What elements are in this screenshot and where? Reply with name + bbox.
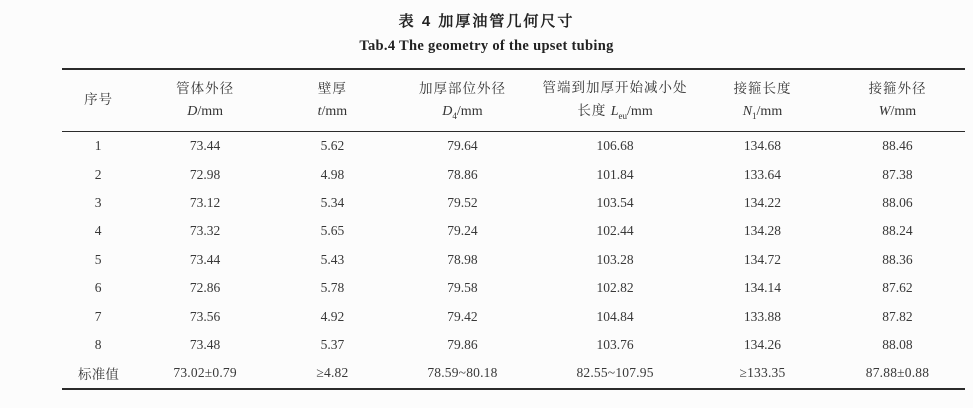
column-header-label: 管体外径: [176, 80, 235, 96]
table-cell: 72.98: [189, 166, 221, 182]
table-row: [62, 132, 965, 161]
table-cell: 78.59~80.18: [427, 365, 498, 381]
table-cell: 73.12: [189, 194, 221, 210]
table-cell: 134.26: [743, 336, 782, 352]
row-label-cell: 2: [94, 166, 103, 182]
table-title-zh: 表 4 加厚油管几何尺寸: [398, 13, 575, 30]
table-cell: 134.14: [743, 280, 782, 296]
column-header-index: [62, 69, 135, 132]
table-cell: 73.44: [189, 251, 221, 267]
table-cell: ≥133.35: [739, 365, 786, 381]
table-cell: 5.78: [320, 280, 345, 296]
table-row: [62, 160, 965, 188]
row-label-cell: 4: [94, 223, 103, 239]
table-cell: 4.98: [320, 166, 345, 182]
column-header-wall-thickness: [275, 69, 390, 132]
table-cell: 87.38: [882, 166, 913, 182]
table-cell: 5.34: [320, 194, 345, 210]
table-cell: 73.44: [189, 138, 221, 154]
column-header-coupling-length: [695, 69, 830, 132]
column-header-label: 管端到加厚开始减小处: [542, 80, 688, 95]
upset-tubing-geometry-table: [62, 68, 965, 390]
table-body: [62, 132, 965, 389]
table-cell: 87.82: [882, 308, 913, 324]
table-cell: 72.86: [189, 280, 221, 296]
table-cell: 102.82: [596, 280, 634, 296]
table-cell: 79.64: [447, 138, 478, 154]
table-row: [62, 302, 965, 330]
column-header-symbol: t/mm: [317, 103, 348, 119]
table-cell: 88.46: [882, 138, 913, 154]
table-cell: 79.42: [447, 308, 478, 324]
column-header-upset-length: [535, 69, 695, 132]
table-cell: 102.44: [596, 223, 634, 239]
table-cell: 133.88: [743, 308, 782, 324]
table-cell: 88.36: [882, 251, 913, 267]
table-cell: 106.68: [596, 138, 634, 154]
column-header-upset-od: [390, 69, 535, 132]
table-cell: 5.62: [320, 138, 345, 154]
column-header-coupling-od: [830, 69, 965, 132]
table-cell: 133.64: [743, 166, 782, 182]
table-row: [62, 246, 965, 274]
table-row: [62, 274, 965, 302]
table-row: [62, 217, 965, 245]
table-cell: 134.22: [743, 194, 782, 210]
table-cell: 73.32: [189, 223, 221, 239]
table-cell: 78.86: [447, 166, 478, 182]
table-cell: 79.24: [447, 223, 478, 239]
table-cell: 5.43: [320, 251, 345, 267]
table-cell: 103.76: [596, 336, 634, 352]
table-cell: 103.54: [596, 194, 634, 210]
table-cell: ≥4.82: [316, 365, 349, 381]
column-header-label: 壁厚: [317, 80, 347, 96]
table-cell: 79.52: [447, 194, 478, 210]
column-header-symbol: W/mm: [878, 103, 917, 119]
table-cell: 88.08: [882, 336, 913, 352]
table-cell: 73.02±0.79: [173, 365, 237, 381]
table-cell: 79.58: [447, 280, 478, 296]
table-cell: 134.72: [743, 251, 782, 267]
table-cell: 5.37: [320, 336, 345, 352]
column-header-symbol: D/mm: [187, 103, 224, 119]
column-header-symbol: $D_4/mm$: [442, 103, 483, 121]
table-cell: 82.55~107.95: [576, 365, 654, 381]
table-container: [62, 68, 965, 390]
table-cell: 79.86: [447, 336, 478, 352]
table-cell: 104.84: [596, 308, 634, 324]
table-row: [62, 331, 965, 359]
table-cell: 101.84: [596, 166, 634, 182]
table-cell: 134.68: [743, 138, 782, 154]
column-header-label: 序号: [84, 92, 114, 107]
row-label-cell: 6: [94, 280, 103, 296]
table-title-en: Tab.4 The geometry of the upset tubing: [359, 38, 614, 54]
column-header-body-od: [135, 69, 275, 132]
table-cell: 88.24: [882, 223, 913, 239]
row-label-cell: 标准值: [78, 367, 120, 383]
row-label-cell: 3: [94, 194, 103, 210]
table-header: [62, 69, 965, 132]
column-header-label: 接箍长度: [733, 80, 792, 96]
column-header-label: 接箍外径: [868, 80, 927, 96]
column-header-symbol: $N_1/mm$: [742, 103, 783, 121]
table-cell: 5.65: [320, 223, 345, 239]
table-row: [62, 359, 965, 388]
table-cell: 88.06: [882, 194, 913, 210]
table-cell: 73.56: [189, 308, 221, 324]
table-cell: 73.48: [189, 336, 221, 352]
row-label-cell: 7: [94, 308, 103, 324]
row-label-cell: 1: [94, 138, 103, 154]
table-cell: 103.28: [596, 251, 634, 267]
header-row: [62, 69, 965, 132]
row-label-cell: 5: [94, 251, 103, 267]
table-cell: 4.92: [320, 308, 345, 324]
table-cell: 87.62: [882, 280, 913, 296]
column-header-symbol: 长度 $L_{eu}/mm$: [577, 103, 653, 121]
table-row: [62, 189, 965, 217]
column-header-label: 加厚部位外径: [418, 80, 506, 96]
table-cell: 87.88±0.88: [865, 365, 930, 381]
table-cell: 78.98: [447, 251, 478, 267]
table-cell: 134.28: [743, 223, 782, 239]
row-label-cell: 8: [94, 336, 103, 352]
